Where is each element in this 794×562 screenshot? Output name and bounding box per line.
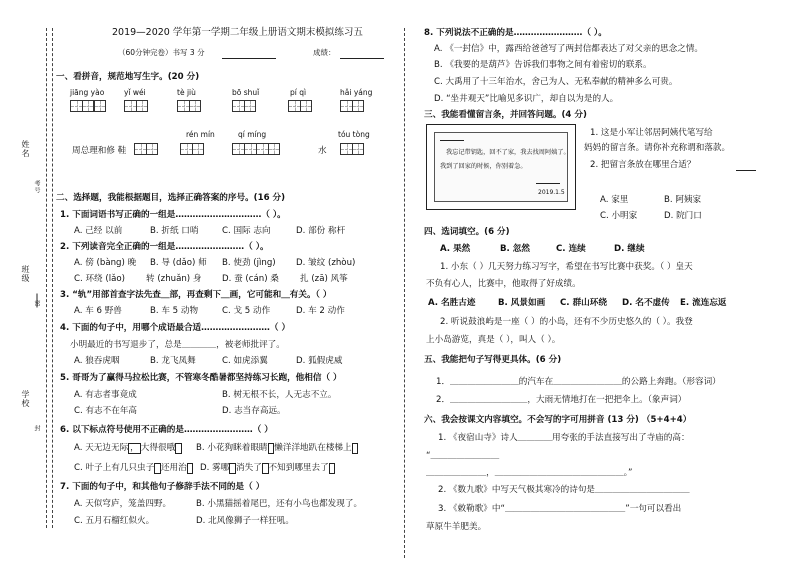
q4-opt-d[interactable]: D. 狐假虎威 xyxy=(296,356,343,366)
q6-opt-c-text2: 还用治 xyxy=(160,463,187,473)
q6-opt-a-mark2 xyxy=(175,443,182,454)
q6-opt-a[interactable] xyxy=(74,443,182,454)
s6-q2: 2. 《数九歌》中写天气极其寒冷的诗句是＿＿＿＿＿＿＿＿＿＿＿ xyxy=(438,485,690,495)
note-salutation-line xyxy=(440,140,464,141)
q4-text: 小明最近的书写退步了，总是＿＿＿＿，被老师批评了。 xyxy=(70,340,285,350)
writing-box-3[interactable] xyxy=(177,100,201,112)
s6-q3b: 草原牛羊肥美。 xyxy=(426,522,487,532)
s4-q1b: 不负有心人，比赛中，他取得了好成绩。 xyxy=(426,279,581,289)
q5-opt-b[interactable]: B. 树无根不长，人无志不立。 xyxy=(222,390,337,400)
s3-opt-a[interactable]: A. 家里 xyxy=(600,195,629,205)
s6-q1b: “＿＿＿＿＿＿＿＿ xyxy=(426,451,500,461)
q6-opt-a-mark: ， xyxy=(130,443,139,453)
pinyin-3: tè jiù xyxy=(177,88,196,97)
section-5-heading: 五、我能把句子写得更具体。(6 分) xyxy=(424,355,562,365)
q7-opt-d[interactable]: D. 北风像狮子一样狂吼。 xyxy=(196,516,295,526)
s5-q1: 1．＿＿＿＿＿＿＿＿的汽车在＿＿＿＿＿＿＿＿的公路上奔跑。（形容词） xyxy=(436,377,721,387)
q8-opt-b[interactable]: B. 《我要的是葫芦》告诉我们事物之间有着密切的联系。 xyxy=(434,60,652,70)
q2-opt-a[interactable]: A. 傍 (bàng) 晚 xyxy=(74,258,137,268)
writing-box-1[interactable] xyxy=(70,100,94,112)
s3-q1: 1. 这是小军让邻居阿姨代笔写给 xyxy=(590,128,713,138)
q3-opt-b[interactable]: B. 车 5 动物 xyxy=(150,306,199,316)
exam-time: （60分钟完卷）书写 3 分 xyxy=(118,48,205,57)
s3-opt-b[interactable]: B. 阿姨家 xyxy=(664,195,702,205)
note-date: 2019.1.5 xyxy=(538,189,565,196)
q6-opt-d-text2: 消失了 xyxy=(236,463,262,473)
q1-opt-d[interactable]: D. 部份 称杆 xyxy=(296,226,346,236)
q7-opt-c[interactable]: C. 五月石榴红似火。 xyxy=(74,516,155,526)
q2-opt-h[interactable]: 扎 (zā) 风筝 xyxy=(300,274,348,284)
writing-box-10[interactable] xyxy=(340,143,364,155)
q1: 1. 下面词语书写正确的一组是…………………………（ ）。 xyxy=(60,210,286,220)
writing-box-7[interactable] xyxy=(134,143,158,155)
s4-word-a: A. 果然 xyxy=(440,244,471,254)
section-1-heading: 一、看拼音，规范地写生字。(20 分) xyxy=(56,72,200,82)
q6-opt-d-text3: 不知到哪里去了 xyxy=(268,463,329,473)
q2-opt-d[interactable]: D. 皱纹 (zhòu) xyxy=(296,258,356,268)
pinyin-5: pí qì xyxy=(290,88,307,97)
s6-q3: 3. 《敕勒歌》中“＿＿＿＿＿＿＿＿＿＿＿＿＿＿”一句可以看出 xyxy=(438,504,682,514)
q2-opt-e[interactable]: C. 环绕 (lǎo) xyxy=(74,274,126,284)
s4-word2-d: D. 名不虚传 xyxy=(622,298,670,308)
s3-opt-d[interactable]: D. 院门口 xyxy=(664,211,702,221)
q6-opt-b-text: B. 小花狗眯着眼睛 xyxy=(196,443,268,453)
q5-opt-c[interactable]: C. 有志不在年高 xyxy=(74,406,138,416)
q2-opt-g[interactable]: D. 蚕 (cán) 桑 xyxy=(222,274,279,284)
q6-opt-a-text: A. 天无边无际 xyxy=(74,443,129,453)
q8-opt-c[interactable]: C. 大禹用了十三年治水，舍己为人、无私奉献的精神多么可贵。 xyxy=(434,77,678,87)
q3-opt-d[interactable]: D. 车 2 动作 xyxy=(296,306,345,316)
writing-box-9[interactable] xyxy=(232,143,280,155)
s4-q1: 1. 小东（ ）几天努力练习写字，希望在书写比赛中获奖。（ ）皇天 xyxy=(440,262,693,272)
q6-opt-d-mark3 xyxy=(329,463,336,474)
q8-opt-d[interactable]: D. “坐井观天”比喻见多识广，却自以为是的人。 xyxy=(434,94,619,104)
pinyin-7: rén mín xyxy=(186,130,215,139)
s4-word-b: B. 忽然 xyxy=(500,244,530,254)
row2-end: 水 xyxy=(318,146,327,156)
q6-opt-b-text2: 懒洋洋地趴在楼梯上 xyxy=(274,443,352,453)
q8-opt-a[interactable]: A. 《一封信》中，露西给爸爸写了两封信都表达了对父亲的思念之情。 xyxy=(434,44,704,54)
section-4-heading: 四、选词填空。(6 分) xyxy=(424,227,510,237)
q3-opt-a[interactable]: A. 车 6 野兽 xyxy=(74,306,122,316)
pinyin-9: tóu tòng xyxy=(338,130,370,139)
pinyin-2: yǐ wéi xyxy=(124,88,146,97)
note-signature-line xyxy=(536,183,560,184)
q2-opt-b[interactable]: B. 导 (dǎo) 师 xyxy=(150,258,207,268)
q3: 3. “轨”用部首查字法先查＿部，再查剩下＿画，它可能和＿有关。（ ） xyxy=(60,290,332,300)
q6-opt-c-mark2 xyxy=(187,463,194,474)
time-underline xyxy=(222,58,276,59)
pinyin-6: hǎi yáng xyxy=(340,88,373,97)
q2-opt-f[interactable]: 转 (zhuǎn) 身 xyxy=(146,274,202,284)
q8: 8. 下列说法不正确的是……………………（ ）。 xyxy=(424,28,607,38)
section-3-heading: 三、我能看懂留言条，并回答问题。(4 分) xyxy=(424,110,587,120)
center-divider xyxy=(404,28,405,558)
q6-opt-d[interactable] xyxy=(200,463,335,474)
q6-opt-c-text: C. 叶子上有几只虫子 xyxy=(74,463,155,473)
s3-q2: 2. 把留言条放在哪里合适？ xyxy=(590,160,696,170)
s4-word2-b: B. 风景如画 xyxy=(498,298,546,308)
q1-opt-c[interactable]: C. 国际 志向 xyxy=(222,226,271,236)
s4-q2: 2. 听说鼓浪屿是一座（ ）的小岛，还有不少历史悠久的（ ）。我登 xyxy=(440,317,693,327)
binding-dashed-line-2 xyxy=(46,28,47,528)
q6: 6. 以下标点符号使用不正确的是……………………（ ） xyxy=(60,425,273,435)
q5-opt-a[interactable]: A. 有志者事竟成 xyxy=(74,390,137,400)
q5: 5. 哥哥为了赢得马拉松比赛，不管寒冬酷暑都坚持练习长跑，他相信（ ） xyxy=(60,373,342,383)
score-label: 成绩： xyxy=(313,48,336,57)
q4-opt-a[interactable]: A. 狼吞虎咽 xyxy=(74,356,120,366)
binding-underline xyxy=(37,294,38,308)
score-underline xyxy=(340,58,384,59)
s6-q1c: ＿＿＿＿＿＿＿，＿＿＿＿＿＿＿＿＿＿＿＿＿＿＿。” xyxy=(426,468,633,478)
q4: 4. 下面的句子中，用哪个成语最合适……………………（ ） xyxy=(60,323,291,333)
name-label: 姓名 xyxy=(21,140,30,158)
q6-opt-d-text: D. 雾哪 xyxy=(200,463,230,473)
q5-opt-d[interactable]: D. 志当存高远。 xyxy=(222,406,286,416)
pinyin-4: bō shuǐ xyxy=(232,88,260,97)
s3-opt-c[interactable]: C. 小明家 xyxy=(600,211,638,221)
class-label: 班级 xyxy=(21,265,30,283)
q6-opt-c[interactable] xyxy=(74,463,193,474)
writing-box-2[interactable] xyxy=(124,100,148,112)
writing-box-8[interactable] xyxy=(180,143,204,155)
s3-q2-blank[interactable] xyxy=(736,170,756,171)
s4-word2-a: A. 名胜古迹 xyxy=(428,298,476,308)
q2-opt-c[interactable]: B. 使劲 (jìng) xyxy=(222,258,276,268)
pinyin-1: jiāng yào xyxy=(70,88,105,97)
writing-box-4[interactable] xyxy=(232,100,256,112)
seal-char-2: 封 xyxy=(33,425,40,432)
q1-opt-a[interactable]: A. 己经 以前 xyxy=(74,226,123,236)
q1-opt-b[interactable]: B. 折纸 口哨 xyxy=(150,226,199,236)
s4-word2-e: E. 流连忘返 xyxy=(680,298,727,308)
q6-opt-b-mark2 xyxy=(352,443,359,454)
seal-char-1: 密 xyxy=(33,300,40,307)
s5-q2: 2．＿＿＿＿＿＿＿＿＿，大雨无情地打在一把把伞上。（象声词） xyxy=(436,395,687,405)
q7-opt-a[interactable]: A. 天似穹庐，笼盖四野。 xyxy=(74,499,172,509)
school-label: 学校 xyxy=(21,390,30,408)
s3-q1b: 妈妈的留言条。请你补充称谓和落款。 xyxy=(584,143,731,153)
writing-box-1b[interactable] xyxy=(94,100,106,112)
note-text-1: 我忘记带钥匙，回不了家，我去找周阿姨了。 xyxy=(446,149,570,156)
q4-opt-c[interactable]: C. 如虎添翼 xyxy=(222,356,268,366)
section-2-heading: 二、选择题，我能根据题目，选择正确答案的序号。(16 分) xyxy=(56,193,286,203)
row2-text: 周总理和修 鞋 xyxy=(72,146,127,156)
s4-word-c: C. 连续 xyxy=(556,244,586,254)
q3-opt-c[interactable]: C. 戈 5 动作 xyxy=(222,306,271,316)
q7: 7. 下面的句子中，和其他句子修辞手法不同的是（ ） xyxy=(60,482,265,492)
s4-q2b: 上小岛游览，真是（ ），叫人（ ）。 xyxy=(426,335,561,345)
binding-dashed-line xyxy=(52,28,53,528)
note-text-2: 我到了回家的时候，你别着急。 xyxy=(440,163,527,170)
q6-opt-c-mark xyxy=(154,463,161,474)
s4-word-d: D. 继续 xyxy=(614,244,645,254)
q6-opt-d-mark xyxy=(229,463,236,474)
q6-opt-b[interactable] xyxy=(196,443,358,454)
writing-box-5[interactable] xyxy=(288,100,312,112)
writing-box-6[interactable] xyxy=(340,100,364,112)
q4-opt-b[interactable]: B. 龙飞凤舞 xyxy=(150,356,196,366)
section-6-heading: 六、我会按课文内容填空。不会写的字可用拼音 (13 分) （5+4+4） xyxy=(424,415,692,425)
q6-opt-d-mark2 xyxy=(262,463,269,474)
s4-word2-c: C. 群山环绕 xyxy=(560,298,607,308)
q7-opt-b[interactable]: B. 小黑猫摇着尾巴，还有小鸟也都发现了。 xyxy=(196,499,363,509)
s6-q1: 1. 《夜宿山寺》诗人＿＿＿＿用夸张的手法直接写出了寺庙的高： xyxy=(438,433,690,443)
q6-opt-a-text2: 大得很哦 xyxy=(140,443,176,453)
q2: 2. 下列读音完全正确的一组是……………………（ ）。 xyxy=(60,242,269,252)
exam-title: 2019—2020 学年第一学期二年级上册语文期末模拟练习五 xyxy=(112,27,363,38)
pinyin-8: qí míng xyxy=(238,130,267,139)
exam-no-label: 考号 xyxy=(33,180,40,194)
